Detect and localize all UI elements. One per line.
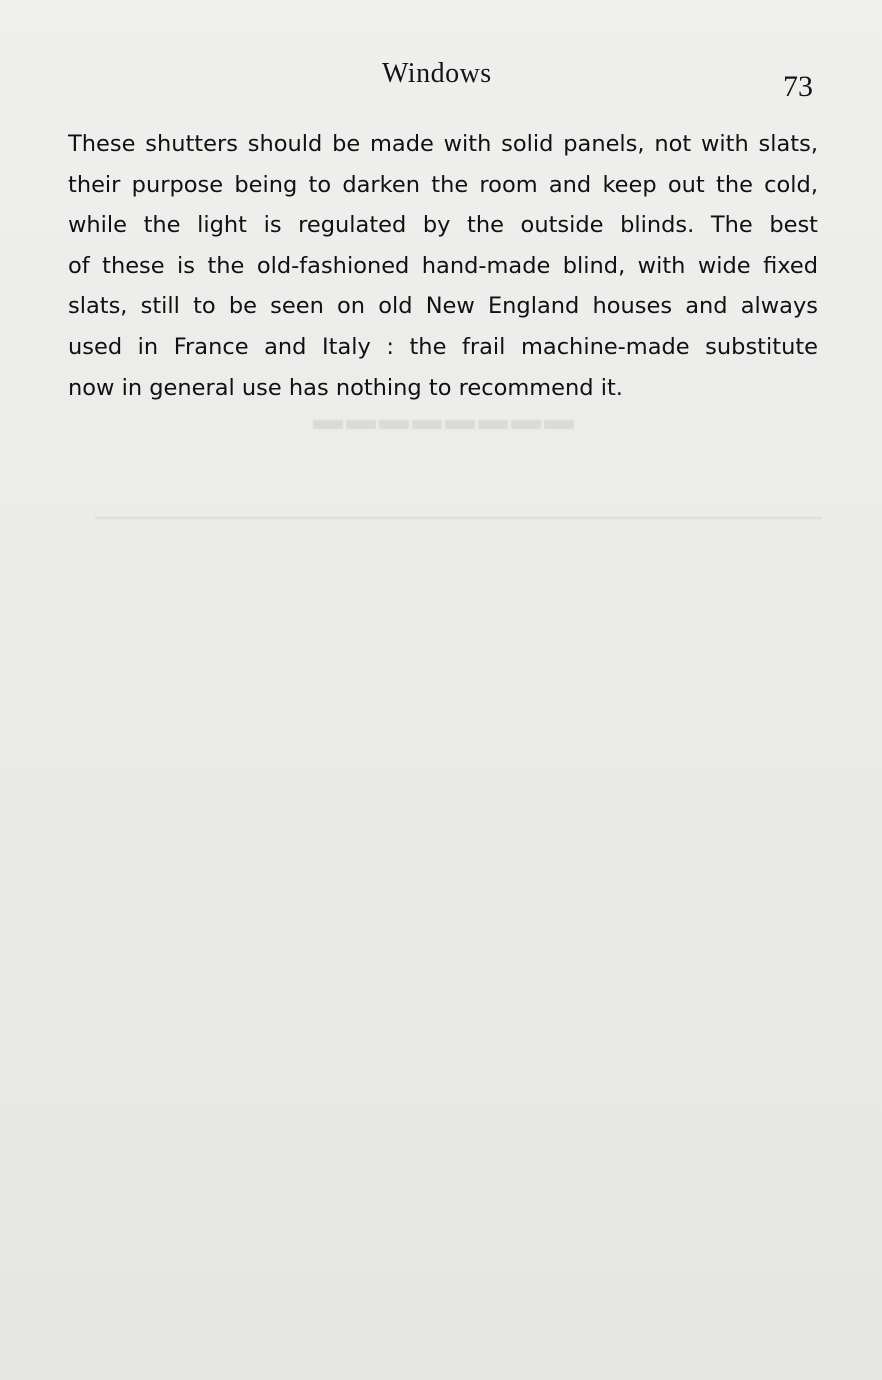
text-line: slats, still to be seen on old New England houses and always [68,293,818,320]
text-line: of these is the old-fashioned hand-made blind, with wide fixed [68,252,818,279]
running-title: Windows [382,58,492,89]
text-line: now in general use has nothing to recommend it. [68,374,623,401]
text-line: These shutters should be made with solid panels, not with slats, [68,131,818,157]
page-header [0,58,882,103]
text-line: their purpose being to darken the room and keep out the cold, [68,171,818,198]
text-line: while the light is regulated by the outside blinds. The best [68,212,818,239]
show-through-reverse-text: ▬▬▬▬▬▬▬▬ ────────────────────────────────────── [95,403,822,532]
paragraph [68,124,818,408]
page-number: 73 [783,70,813,103]
text-line: used in France and Italy : the frail machine-made substitute [68,333,818,360]
